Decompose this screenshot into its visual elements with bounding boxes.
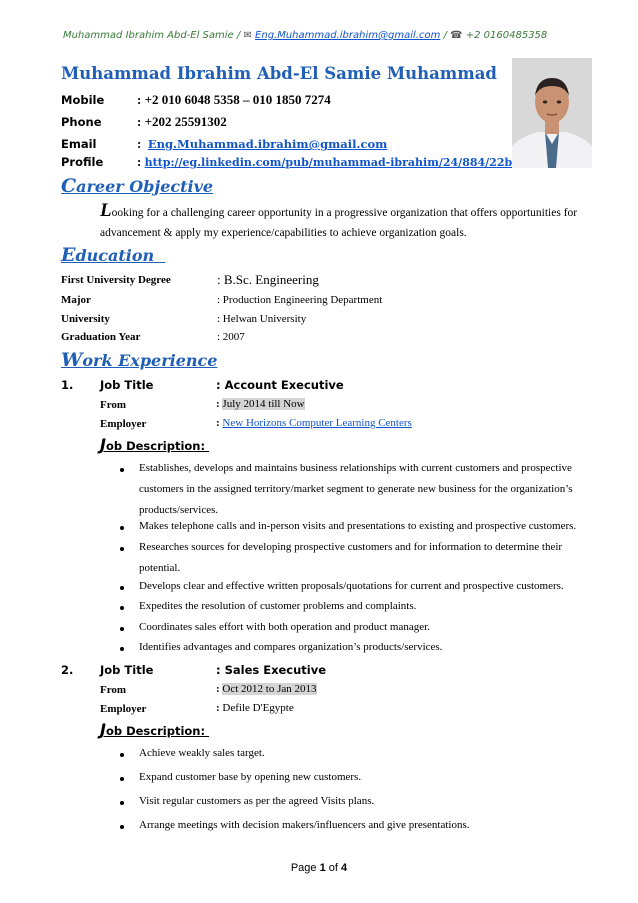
job-number: 2. [61,663,74,677]
job-number: 1. [61,378,74,392]
heading-rest: areer Objective [76,177,214,196]
profile-value [137,154,512,170]
from-label: From [100,399,127,411]
heading-rest: ducation [75,246,155,265]
email-label: Email [61,137,97,151]
list-item: Coordinates sales effort with both operation and product manager. [139,621,430,633]
work-experience-heading [61,349,217,371]
bullet-icon [120,825,124,829]
heading-rest: ob Description: [105,724,206,738]
list-item [139,458,573,521]
career-objective-heading [61,175,213,197]
bullet-icon [120,753,124,757]
heading-rest: ork Experience [82,351,218,370]
university-label: University [61,313,110,325]
list-item: Achieve weakly sales target. [139,747,265,759]
major-label: Major [61,294,91,306]
job-title-value: : Sales Executive [216,663,327,677]
page-footer [0,862,638,874]
list-item-line: Researches sources for developing prospective customers and for information to determine their [139,541,563,553]
from-value: July 2014 till Now [222,398,305,410]
profile-label: Profile [61,155,104,169]
list-item-line: potential. [139,562,181,574]
employer-row: : Defile D'Egypte [216,702,294,714]
bullet-icon [120,606,124,610]
list-item [139,537,562,579]
header-phone: +2 0160485358 [465,30,548,41]
career-text-2: advancement & apply my experience/capabilities to achieve organization goals. [100,227,467,239]
footer-of: of [328,862,338,874]
education-heading [61,244,165,266]
bullet-icon [120,468,124,472]
bullet-icon [120,801,124,805]
bullet-icon [120,627,124,631]
portrait-image [512,58,592,168]
list-item: Develops clear and effective written proposals/quotations for current and prospective customers. [139,580,564,592]
email-value [137,136,387,152]
employer-link[interactable]: New Horizons Computer Learning Centers [222,417,412,429]
profile-colon: : [137,154,142,169]
list-item: Identifies advantages and compares organization’s products/services. [139,641,443,653]
major-value: : Production Engineering Department [217,294,383,306]
heading-initial: J [100,435,106,454]
list-item: Expand customer base by opening new customers. [139,771,362,783]
list-item-line: Establishes, develops and maintains business relationships with current customers and prospective [139,462,572,474]
current-page: 1 [319,862,326,874]
heading-rest: ob Description: [105,439,206,453]
from-row: : Oct 2012 to Jan 2013 [216,683,317,695]
phone-icon: ☎ [450,30,463,41]
bullet-icon [120,777,124,781]
list-item: Makes telephone calls and in-person visits and presentations to existing and prospective customers. [139,520,577,532]
employer-row: : New Horizons Computer Learning Centers [216,417,412,429]
from-row: : July 2014 till Now [216,398,305,410]
university-value: : Helwan University [217,313,307,325]
running-header [63,30,547,41]
job-title-label: Job Title [100,663,154,677]
linkedin-link[interactable]: http://eg.linkedin.com/pub/muhammad-ibrahim/24/884/22b [144,156,513,169]
header-email-link[interactable]: Eng.Muhammad.ibrahim@gmail.com [255,30,441,41]
from-value: Oct 2012 to Jan 2013 [222,683,317,695]
envelope-icon: ✉ [243,30,252,41]
list-item: Arrange meetings with decision makers/influencers and give presentations. [139,819,470,831]
bullet-icon [120,547,124,551]
employer-label: Employer [100,703,147,715]
employer-value: Defile D'Egypte [222,702,294,714]
full-name: Muhammad Ibrahim Abd-El Samie Muhammad [61,64,497,83]
job-description-heading [100,435,209,454]
heading-initial: J [100,720,106,739]
bullet-icon [120,647,124,651]
phone-label: Phone [61,115,102,129]
job-description-heading [100,720,209,739]
degree-value: : B.Sc. Engineering [217,272,319,287]
footer-prefix: Page [290,862,317,874]
email-colon: : [137,136,142,151]
mobile-label: Mobile [61,93,105,107]
career-objective-line-1 [100,200,577,224]
from-label: From [100,684,127,696]
degree-label: First University Degree [61,274,171,286]
job-title-label: Job Title [100,378,154,392]
heading-initial: C [61,175,77,197]
bullet-icon [120,586,124,590]
heading-initial: W [61,349,83,371]
list-item-line: products/services. [139,504,219,516]
graduation-value: : 2007 [217,331,245,343]
drop-letter: L [100,200,112,221]
list-item-line: customers in the assigned territory/market segment to generate new business for the organization’s [139,483,573,495]
email-link[interactable]: Eng.Muhammad.ibrahim@gmail.com [147,137,388,151]
total-pages: 4 [341,862,348,874]
profile-photo [512,58,592,168]
bullet-icon [120,526,124,530]
employer-label: Employer [100,418,147,430]
job-title-value: : Account Executive [216,378,344,392]
career-text-1: ooking for a challenging career opportunity in a progressive organization that offers opportunities for [111,207,578,219]
header-name: Muhammad Ibrahim Abd-El Samie / [63,30,241,41]
list-item: Expedites the resolution of customer problems and complaints. [139,600,417,612]
header-separator: / [443,30,447,41]
heading-initial: E [61,244,76,266]
graduation-label: Graduation Year [61,331,141,343]
phone-value: : +202 25591302 [137,114,227,129]
list-item: Visit regular customers as per the agreed Visits plans. [139,795,375,807]
mobile-value: : +2 010 6048 5358 – 010 1850 7274 [137,92,331,107]
